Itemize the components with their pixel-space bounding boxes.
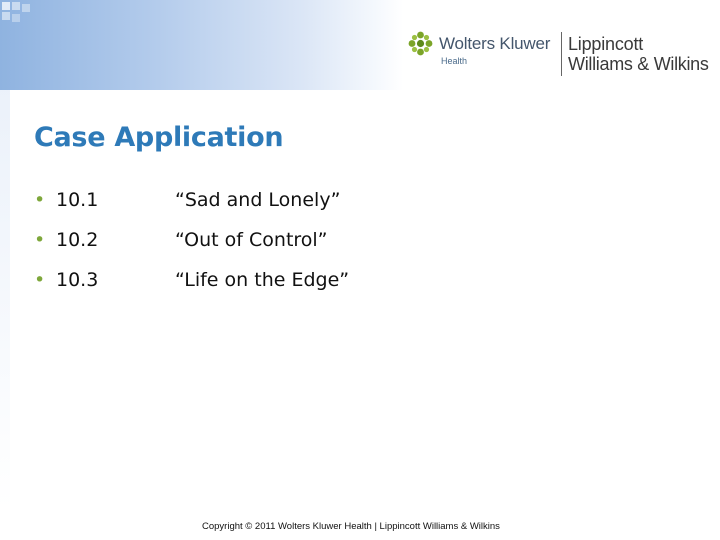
logo-divider	[561, 32, 562, 76]
case-number: 10.2	[56, 229, 99, 251]
case-title: “Life on the Edge”	[175, 269, 350, 291]
decorative-squares	[0, 0, 40, 30]
case-number: 10.3	[56, 269, 99, 291]
bullet-icon: •	[34, 269, 46, 291]
case-title: “Out of Control”	[175, 229, 328, 251]
bullet-icon: •	[34, 189, 46, 211]
left-edge-strip	[0, 90, 10, 510]
bullet-icon: •	[34, 229, 46, 251]
footer-copyright: Copyright © 2011 Wolters Kluwer Health | Lippincott Williams & Wilkins	[202, 521, 500, 532]
imprint-name-line1: Lippincott	[568, 34, 644, 54]
publisher-logo	[408, 30, 718, 80]
company-name: Wolters Kluwer	[439, 34, 551, 53]
case-number: 10.1	[56, 189, 99, 211]
company-division: Health	[441, 56, 468, 66]
slide-title: Case Application	[34, 122, 284, 153]
wolters-kluwer-mark-icon	[408, 31, 433, 56]
case-title: “Sad and Lonely”	[175, 189, 341, 211]
imprint-name-line2: Williams & Wilkins	[568, 54, 709, 74]
